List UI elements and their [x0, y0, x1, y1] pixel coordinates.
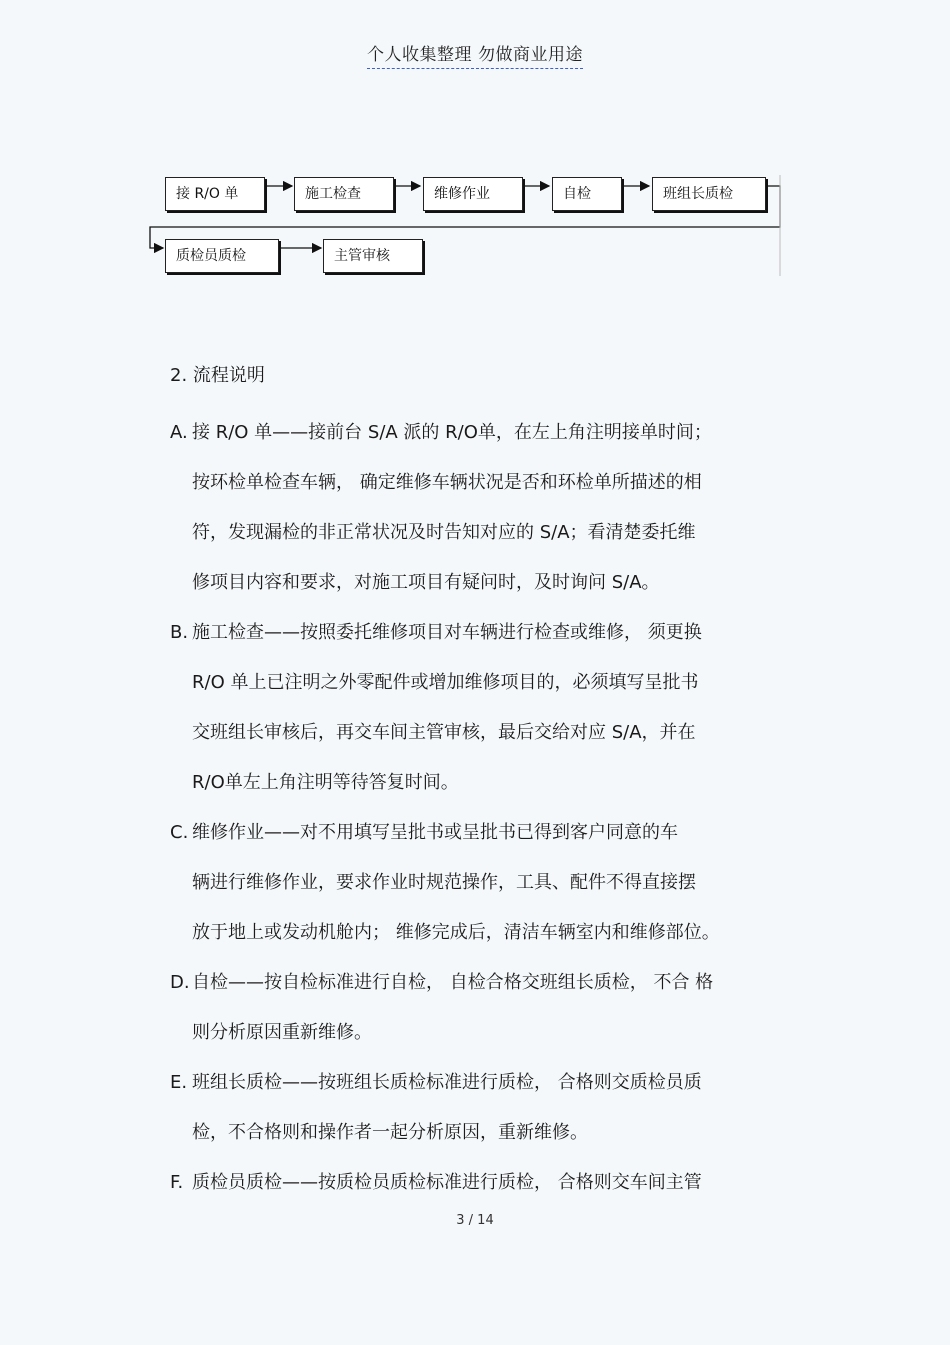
item-letter: F. [170, 1172, 184, 1193]
item-letter: E. [170, 1072, 188, 1093]
item-line: 辆进行维修作业，要求作业时规范操作，工具、配件不得直接摆 [192, 872, 696, 893]
item-letter: B. [170, 622, 189, 643]
section-title: 2. 流程说明 [170, 365, 265, 386]
item-line: 符，发现漏检的非正常状况及时告知对应的 S/A；看清楚委托维 [192, 522, 696, 543]
flow-step-construction-check: 施工检查 [294, 177, 394, 211]
item-line: 检，不合格则和操作者一起分析原因，重新维修。 [192, 1122, 588, 1143]
item-line: 维修作业——对不用填写呈批书或呈批书已得到客户同意的车 [192, 822, 678, 843]
list-item [170, 408, 820, 608]
process-description [170, 358, 820, 1208]
flow-step-inspector-check: 质检员质检 [165, 239, 279, 273]
item-letter: A. [170, 422, 188, 443]
item-line: 班组长质检——按班组长质检标准进行质检， 合格则交质检员质 [192, 1072, 702, 1093]
item-line: 质检员质检——按质检员质检标准进行质检， 合格则交车间主管 [192, 1172, 702, 1193]
item-line: 施工检查——按照委托维修项目对车辆进行检查或维修， 须更换 [192, 622, 702, 643]
item-line: 则分析原因重新维修。 [192, 1022, 372, 1043]
item-line: 放于地上或发动机舱内； 维修完成后，清洁车辆室内和维修部位。 [192, 922, 720, 943]
list-item [170, 808, 820, 958]
flowchart-connectors [0, 0, 950, 300]
item-letter: D. [170, 972, 190, 993]
item-line: 修项目内容和要求，对施工项目有疑问时，及时询问 S/A。 [192, 572, 660, 593]
list-item [170, 958, 820, 1058]
flowchart [0, 0, 950, 300]
flow-step-team-leader-check: 班组长质检 [652, 177, 766, 211]
list-item [170, 1058, 820, 1158]
flow-step-self-check: 自检 [552, 177, 622, 211]
header-title: 个人收集整理 勿做商业用途 [367, 40, 583, 69]
flow-step-receive-ro: 接 R/O 单 [165, 177, 265, 211]
item-line: 按环检单检查车辆， 确定维修车辆状况是否和环检单所描述的相 [192, 472, 702, 493]
flow-step-repair-work: 维修作业 [423, 177, 523, 211]
list-item [170, 1158, 820, 1208]
flow-step-supervisor-review: 主管审核 [323, 239, 423, 273]
item-line: 自检——按自检标准进行自检， 自检合格交班组长质检， 不合 格 [192, 972, 714, 993]
item-line: 交班组长审核后，再交车间主管审核，最后交给对应 S/A，并在 [192, 722, 696, 743]
item-letter: C. [170, 822, 189, 843]
list-item [170, 608, 820, 808]
item-line: R/O 单上已注明之外零配件或增加维修项目的，必须填写呈批书 [192, 672, 699, 693]
item-line: 接 R/O 单——接前台 S/A 派的 R/O单，在左上角注明接单时间； [192, 422, 712, 443]
page-number: 3 / 14 [456, 1213, 494, 1228]
item-line: R/O单左上角注明等待答复时间。 [192, 772, 459, 793]
